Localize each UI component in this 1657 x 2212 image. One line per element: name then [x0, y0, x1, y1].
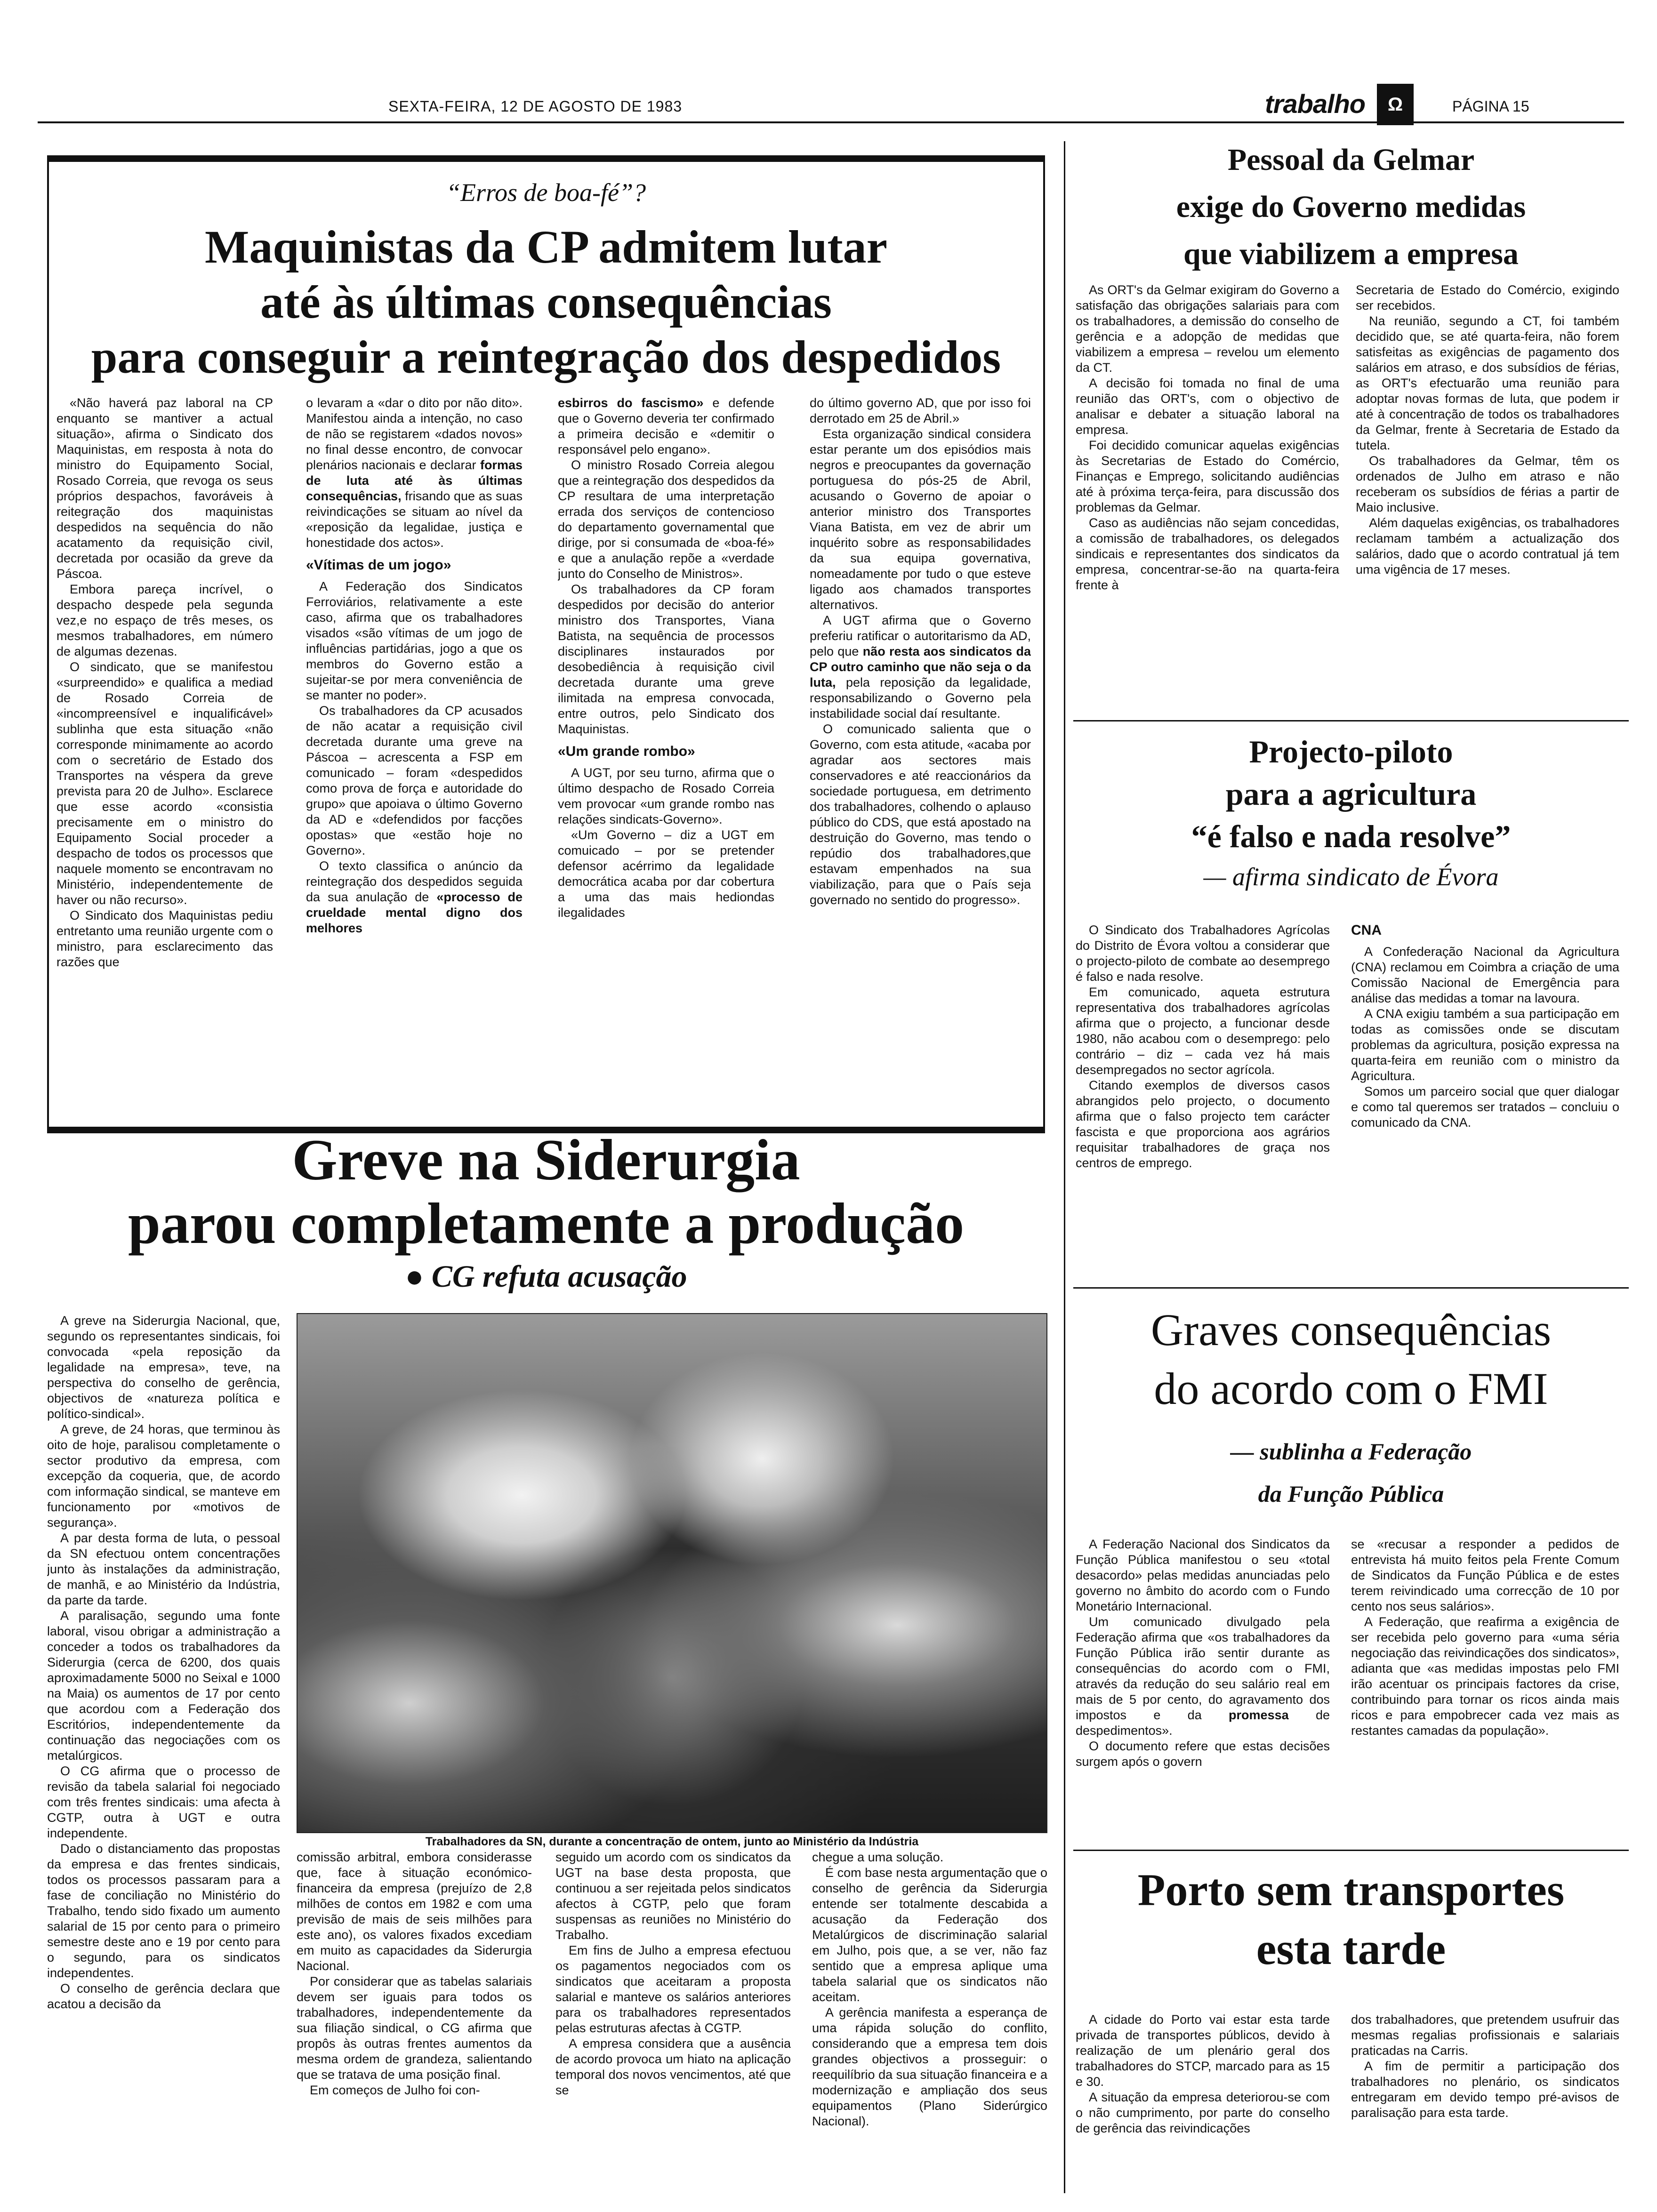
photo-frame	[297, 1313, 1047, 1833]
article-paragraph: O documento refere que estas decisões surgem após o govern	[1076, 1739, 1330, 1769]
article-paragraph: A cidade do Porto vai estar esta tarde privada de transportes públicos, devido à realização de um plenário geral dos trabalhadores do STCP, marcado para as 15 e 30.	[1076, 2012, 1330, 2089]
article-paragraph: o levaram a «dar o dito por não dito». Manifestou ainda a intenção, no caso de não se registarem «dados novos» no final desse encontro, de convocar plenários nacionais e declarar	[306, 396, 523, 472]
article-paragraph: «Um Governo – diz a UGT em comuicado – por se pretender defensor acérrimo da legalidade democrática acaba por dar cobertura a uma das mais hediondas ilegalidades	[558, 828, 774, 920]
porto-title-line-2: esta tarde	[1256, 1923, 1446, 1974]
article-paragraph: O texto classifica o anúncio da reintegração dos despedidos seguida da sua anulação de	[306, 859, 523, 904]
article-paragraph: O ministro Rosado Correia alegou que a reintegração dos despedidos da CP resultara de uma interpretação errada dos serviços de contencioso do departamento governamental que dirige, por si consumada de «boa-fé» e que a anulação repõe a «verdade junto do Conselho de Ministros».	[558, 458, 774, 581]
article-paragraph: O Sindicato dos Trabalhadores Agrícolas do Distrito de Évora voltou a considerar que o projecto-piloto de combate ao desemprego é falso e nada resolve.	[1076, 923, 1330, 984]
article-paragraph: Caso as audiências não sejam concedidas, a comissão de trabalhadores, os delegados sindicais e representantes dos sindicatos da empresa, concentrar-se-ão na quarta-feira frente à	[1076, 516, 1339, 592]
projecto-column-2	[1351, 922, 1619, 1266]
section-divider	[1073, 1287, 1629, 1289]
issue-date: SEXTA-FEIRA, 12 DE AGOSTO DE 1983	[388, 98, 683, 115]
article-paragraph: comissão arbitral, embora considerasse que, face à situação económico-financeira da empresa (prejuízo de 2,8 milhões de contos em 1982 e com uma previsão de mais de seis milhões para este ano), os valores fixados excediam em muito as capacidades da Siderurgia Nacional.	[297, 1850, 532, 1973]
article-paragraph: A paralisação, segundo uma fonte laboral, visou obrigar a administração a conceder a todos os trabalhadores da Siderurgia (cerca de 6200, dos quais aproximadamente 5000 no Seixal e 1000 na Maia) os aumentos de 17 por cento que acordou com a Federação dos Escritórios, independentemente da continuação das negociações com os metalúrgicos.	[47, 1609, 280, 1763]
article-paragraph: A par desta forma de luta, o pessoal da SN efectuou ontem concentrações junto às instalações da administração, de manhã, e ao Ministério da Indústria, da parte da tarde.	[47, 1531, 280, 1607]
section-divider	[1073, 1850, 1629, 1851]
article-paragraph: do último governo AD, que por isso foi derrotado em 25 de Abril.»	[810, 396, 1031, 425]
article-paragraph: A Federação dos Sindicatos Ferroviários, relativamente a este caso, afirma que os trabalhadores visados «são vítimas de um jogo de influências partidárias, jogo a que os membros do Governo estão a sujeitar-se por mera conveniência de se manter no poder».	[306, 579, 523, 702]
article-paragraph: A UGT, por seu turno, afirma que o último despacho de Rosado Correia vem provocar «um grande rombo nas relações sindicats-Governo».	[558, 766, 774, 826]
article-paragraph: A Confederação Nacional da Agricultura (CNA) reclamou em Coimbra a criação de uma Comissão Nacional de Emergência para análise das medidas a tomar na lavoura.	[1351, 945, 1619, 1005]
subheading: CNA	[1351, 922, 1382, 938]
article-paragraph: Somos um parceiro social que quer dialogar e como tal queremos ser tratados – concluiu o comunicado da CNA.	[1351, 1084, 1619, 1130]
article-paragraph: A greve na Siderurgia Nacional, que, segundo os representantes sindicais, foi convocada «pela reposição da legalidade na empresa», teve, na perspectiva do conselho de gerência, objectivos de «natureza política e político-sindical».	[47, 1314, 280, 1421]
article-paragraph: O comunicado salienta que o Governo, com esta atitude, «acaba por agradar aos sectores mais conservadores e até reaccionários da sociedade portuguesa, em detrimento dos trabalhadores, colhendo o aplauso público do CDS, que está apostado na destruição do Governo, mas tendo o repúdio dos trabalhadores,que estavam empenhados na sua viabilização, para que o País seja governado no sentido do progresso».	[810, 722, 1031, 907]
article-paragraph: As ORT's da Gelmar exigiram do Governo a satisfação das obrigações salariais para com os trabalhadores, a demissão do conselho de gerência e a adopção de medidas que viabilizem a empresa – revelou um elemento da CT.	[1076, 283, 1339, 375]
porto-column-1	[1076, 2012, 1330, 2200]
article-paragraph: Secretaria de Estado do Comércio, exigindo ser recebidos.	[1356, 283, 1619, 313]
article-paragraph: O sindicato, que se manifestou «surpreendido» e qualifica a mediad de Rosado Correia de «incompreensível e inqualificável» sublinha que esta situação «não corresponde minimamente ao acordo com o secretário de Estado dos Transportes na véspera da greve prevista para 20 de Julho». Esclarece que esse acordo «consistia precisamente em o ministro do Equipamento Social proceder a despacho de todos os processos que naquele momento se encontravam no Ministério, independentemente de haver ou não recurso».	[56, 660, 273, 907]
maquinistas-column-1	[56, 395, 273, 1087]
section-logo: trabalho	[1265, 89, 1365, 119]
greve-column-1	[47, 1313, 280, 2203]
fmi-column-2	[1351, 1537, 1619, 1828]
fmi-column-1	[1076, 1537, 1330, 1828]
greve-column-2	[297, 1850, 532, 2203]
gelmar-title-line-1: Pessoal da Gelmar	[1227, 143, 1475, 177]
article-paragraph: Por considerar que as tabelas salariais devem ser iguais para todos os trabalhadores, independentemente da sua filiação sindical, o CG afirma que propôs às outras frentes aumentos da mesma ordem de grandeza, salientando que se tratava de uma posição final.	[297, 1974, 532, 2082]
bold-phrase: promessa	[1229, 1708, 1289, 1722]
maquinistas-title-line-1: Maquinistas da CP admitem lutar	[204, 221, 888, 273]
page-number: PÁGINA 15	[1452, 98, 1529, 115]
article-paragraph: seguido um acordo com os sindicatos da UGT na base desta proposta, que continuou a ser rejeitada pelos sindicatos afectos à CGTP, pelo que foram suspensas as reuniões no Ministério do Trabalho.	[555, 1850, 791, 1942]
article-paragraph: frisando que as suas reivindicações se situam ao nível da «reposição da legalidae, justiça e honestidade dos actos».	[306, 489, 523, 550]
porto-column-2	[1351, 2012, 1619, 2200]
subheading: «Um grande rombo»	[558, 744, 695, 759]
article-paragraph: Esta organização sindical considera estar perante um dos episódios mais negros e preocupantes da governação portuguesa do pós-25 de Abril, acusando o Governo de apoiar o anterior ministro dos Transportes Viana Batista, em vez de abrir um inquérito sobre as responsabilidades da sua equipa governativa, nomeadamente por tudo o que esteve ligado aos chamados transportes alternativos.	[810, 427, 1031, 612]
gelmar-title-line-2: exige do Governo medidas	[1176, 190, 1526, 224]
article-paragraph: «Não haverá paz laboral na CP enquanto se mantiver a actual situação», afirma o Sindicato dos Maquinistas, em resposta à nota do ministro do Equipamento Social, Rosado Correia, que revoga os seus próprios despachos, favoráveis à reitegração dos maquinistas despedidos na sequência do não acatamento da requisição civil, decretada por ocasião da greve da Páscoa.	[56, 396, 273, 581]
article-paragraph: de despedimentos».	[1076, 1708, 1330, 1738]
maquinistas-column-4	[810, 395, 1031, 1087]
article-paragraph: A UGT afirma que o Governo preferiu ratificar o autoritarismo da AD, pelo que	[810, 613, 1031, 658]
greve-title-line-1: Greve na Siderurgia	[292, 1128, 800, 1192]
gelmar-column-2	[1356, 282, 1619, 715]
article-paragraph: Os trabalhadores da Gelmar, têm os ordenados de Julho em atraso e não receberam os subsídios de férias a partir de Maio inclusive.	[1356, 454, 1619, 514]
fmi-title-line-2: do acordo com o FMI	[1154, 1363, 1548, 1414]
maquinistas-kicker: “Erros de boa-fé”?	[446, 178, 646, 207]
greve-title-line-2: parou completamente a produção	[128, 1191, 965, 1256]
article-paragraph: se «recusar a responder a pedidos de entrevista há muito feitos pela Frente Comum de Sindicatos da Função Pública e de estes terem reivindicado uma correcção de 10 por cento nos seus salários».	[1351, 1537, 1619, 1613]
article-paragraph: Os trabalhadores da CP foram despedidos por decisão do anterior ministro dos Transportes, Viana Batista, na sequência de processos disciplinares instaurados por desobediência à requisição civil decretada durante uma greve ilimitada na empresa convocada, entre outros, pelo Sindicato dos Maquinistas.	[558, 582, 774, 736]
fmi-subtitle-line-1: — sublinha a Federação	[1230, 1438, 1472, 1465]
column-divider	[1064, 141, 1065, 2193]
article-paragraph: A gerência manifesta a esperança de uma rápida solução do conflito, considerando que a empresa tem dois grandes objectivos a prosseguir: o reequilíbrio da sua situação financeira e a modernização e ampliação dos seus equipamentos (Plano Siderúrgico Nacional).	[812, 2005, 1047, 2128]
article-paragraph: e defende que o Governo deveria ter confirmado a primeira decisão e «demitir o responsável pelo engano».	[558, 396, 774, 457]
projecto-title-line-1: Projecto-piloto	[1249, 734, 1453, 769]
article-paragraph: O CG afirma que o processo de revisão da tabela salarial foi negociado com três frentes sindicais: uma afecta à CGTP, outra à UGT e outra independente.	[47, 1764, 280, 1840]
article-paragraph: A fim de permitir a participação dos trabalhadores no plenário, os sindicatos entregaram em devido tempo pré-avisos de paralisação para esta tarde.	[1351, 2059, 1619, 2120]
article-paragraph: Citando exemplos de diversos casos abrangidos pelo projecto, o documento afirma que o falso projecto tem carácter fascista e que proporciona aos agrários requisitar trabalhadores de graça nos centros de emprego.	[1076, 1078, 1330, 1170]
projecto-title-line-3: “é falso e nada resolve”	[1191, 818, 1511, 854]
greve-subtitle: ● CG refuta acusação	[405, 1259, 687, 1294]
bold-phrase: não resta aos sindicatos da CP outro caminho que não seja o da luta,	[810, 644, 1031, 689]
article-paragraph: É com base nesta argumentação que o conselho de gerência da Siderurgia entende ser totalmente descabida a acusação da Federação dos Metalúrgicos de discriminação salarial em Julho, pois que, a se ver, não faz sentido que a empresa aplique uma tabela salarial que os sindicatos não aceitam.	[812, 1866, 1047, 2004]
projecto-column-1	[1076, 922, 1330, 1266]
projecto-title-line-2: para a agricultura	[1225, 776, 1477, 812]
article-paragraph: O Sindicato dos Maquinistas pediu entretanto uma reunião urgente com o ministro, para esclarecimento das razões que	[56, 908, 273, 969]
article-paragraph: A Federação Nacional dos Sindicatos da Função Pública manifestou o seu «total desacordo» pelas medidas anunciadas pelo governo no âmbito do acordo com o Fundo Monetário Internacional.	[1076, 1537, 1330, 1613]
gelmar-column-1	[1076, 282, 1339, 715]
projecto-subtitle: — afirma sindicato de Évora	[1203, 863, 1499, 891]
porto-title-line-1: Porto sem transportes	[1137, 1865, 1565, 1915]
article-paragraph: Um comunicado divulgado pela Federação afirma que «os trabalhadores da Função Pública irão sentir durante as consequências do acordo com o FMI, através da redução do seu salário real em mais de 5 por cento, do agravamento dos impostos e da	[1076, 1615, 1330, 1722]
fmi-subtitle-line-2: da Função Pública	[1258, 1481, 1444, 1507]
subheading: «Vítimas de um jogo»	[306, 557, 451, 573]
article-paragraph: A empresa considera que a ausência de acordo provoca um hiato na aplicação temporal dos novos vencimentos, até que se	[555, 2036, 791, 2097]
bold-phrase: esbirros do fascismo»	[558, 396, 704, 410]
fmi-title-line-1: Graves consequências	[1150, 1305, 1552, 1355]
header-rule	[38, 121, 1624, 123]
article-paragraph: Além daquelas exigências, os trabalhadores reclamam também a actualização dos salários, dado que o acordo contratual já tem uma vigência de 17 meses.	[1356, 516, 1619, 577]
article-paragraph: Os trabalhadores da CP acusados de não acatar a requisição civil decretada durante uma greve na Páscoa – acrescenta a FSP em comunicado – foram «despedidos como prova de força e autoridade do grupo» que apoiava o último Governo da AD e «defendidos por facções opostas» que «estão hoje no Governo».	[306, 704, 523, 858]
article-paragraph: A decisão foi tomada no final de uma reunião das ORT's, com o objectivo de analisar e debater a situação laboral na empresa.	[1076, 376, 1339, 437]
article-paragraph: Foi decidido comunicar aquelas exigências às Secretarias de Estado do Comércio, Finanças e Emprego, solicitando audiências até à próxima terça-feira, para discussão dos problemas da Gelmar.	[1076, 438, 1339, 514]
article-paragraph: Embora pareça incrível, o despacho despede pela segunda vez,e no espaço de três meses, os mesmos trabalhadores, em número de algumas dezenas.	[56, 582, 273, 658]
article-paragraph: A greve, de 24 horas, que terminou às oito de hoje, paralisou completamente o sector produtivo da empresa, com excepção da coqueria, que, de acordo com informação sindical, se manteve em funcionamento por «motivos de segurança».	[47, 1422, 280, 1530]
maquinistas-title-line-3: para conseguir a reintegração dos despedidos	[91, 331, 1001, 383]
article-paragraph: A CNA exigiu também a sua participação em todas as comissões onde se discutam problemas da agricultura, posição expressa na quarta-feira em reunião com o ministro da Agricultura.	[1351, 1007, 1619, 1083]
maquinistas-column-3	[558, 395, 774, 1087]
article-paragraph: O conselho de gerência declara que acatou a decisão da	[47, 1981, 280, 2011]
maquinistas-title-line-2: até às últimas consequências	[260, 276, 832, 328]
maquinistas-column-2	[306, 395, 523, 1087]
article-paragraph: Em comunicado, aqueta estrutura representativa dos trabalhadores agrícolas afirma que o projecto, a funcionar desde 1980, não acabou com o desemprego: pelo contrário – diz – cada vez há mais desempregados no sector agrícola.	[1076, 985, 1330, 1077]
section-emblem-icon: Ω	[1377, 84, 1414, 125]
section-divider	[1073, 720, 1629, 721]
article-paragraph: Em começos de Julho foi con-	[310, 2083, 480, 2097]
article-paragraph: Na reunião, segundo a CT, foi também decidido que, se até quarta-feira, não forem satisfeitas as exigências de pagamento dos salários em atraso, e dos subsídios de férias, as ORT's efectuarão uma reunião para adoptar novas formas de luta, que podem ir até à concentração de todos os trabalhadores da Gelmar, frente à Secretaria de Estado da tutela.	[1356, 314, 1619, 452]
article-paragraph: dos trabalhadores, que pretendem usufruir das mesmas regalias profissionais e salariais praticadas na Carris.	[1351, 2012, 1619, 2058]
article-paragraph: chegue a uma solução.	[812, 1850, 944, 1864]
article-paragraph: pela reposição da legalidade, responsabilizando o Governo pela instabilidade social daí resultante.	[810, 675, 1031, 721]
greve-column-3	[555, 1850, 791, 2203]
photo-caption: Trabalhadores da SN, durante a concentração de ontem, junto ao Ministério da Indústria	[425, 1835, 919, 1848]
bold-phrase: formas de luta até às últimas consequências,	[306, 458, 523, 503]
greve-column-4	[812, 1850, 1047, 2203]
article-paragraph: A situação da empresa deteriorou-se com o não cumprimento, por parte do conselho de gerência das reivindicações	[1076, 2090, 1330, 2135]
gelmar-title-line-3: que viabilizem a empresa	[1183, 237, 1519, 271]
article-paragraph: Dado o distanciamento das propostas da empresa e das frentes sindicais, todos os processos passaram para a fase de conciliação no Ministério do Trabalho, tendo sido fixado um aumento salarial de 15 por cento para o primeiro semestre deste ano e 19 por cento para o segundo, para os sindicatos independentes.	[47, 1842, 280, 1980]
bold-phrase: «processo de crueldade mental digno dos melhores	[306, 890, 523, 935]
article-paragraph: A Federação, que reafirma a exigência de ser recebida pelo governo para «uma séria negociação das reivindicações dos sindicatos», adianta que «as medidas impostas pelo FMI irão acentuar os principais factores da crise, contribuindo para tornar os ricos ainda mais ricos e para empobrecer cada vez mais as restantes camadas da população».	[1351, 1615, 1619, 1738]
article-paragraph: Em fins de Julho a empresa efectuou os pagamentos negociados com os sindicatos que aceitaram a proposta salarial e manteve os salários anteriores para os trabalhadores representados pelas estruturas afectas à CGTP.	[555, 1943, 791, 2035]
